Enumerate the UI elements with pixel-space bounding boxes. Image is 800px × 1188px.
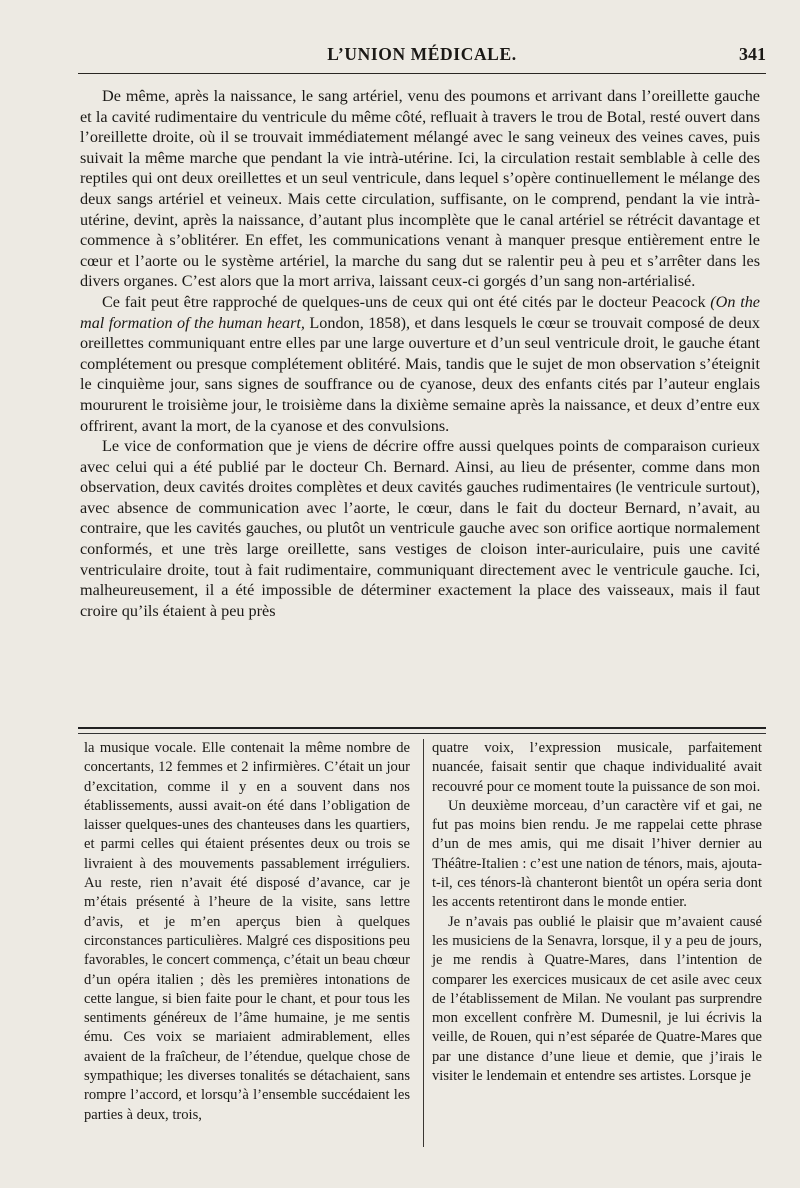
article-paragraph-1: De même, après la naissance, le sang artériel, venu des poumons et arrivant dans l’oreillette gauche et la cavité rudimentaire du ventricule du même côté, refluait à travers le trou de Botal, resté ouvert dans l’oreillette droite, où il se trouvait immédiatement mélangé avec le sang veineux des veines caves, puis suivait la même marche que pendant la vie intrà-utérine. Ici, la circulation restait semblable à celle des reptiles qui ont deux oreillettes et un seul ventricule, dans lequel s’opère continuellement le mélange des deux sangs artériel et veineux. Mais cette circulation, suffisante, on le comprend, pendant la vie intrà-utérine, devint, après la naissance, d’autant plus incomplète que le canal artériel se rétrécit davantage et commence à s’oblitérer. En effet, les communications venant à manquer presque entièrement entre le cœur et l’aorte ou le système artériel, la marche du sang dut se ralentir peu à peu et s’arrêter dans les divers organes. C’est alors que la mort arriva, laissant ceux-ci gorgés d’un sang non-artérialisé. bbox=[80, 87, 760, 291]
article-paragraph-2 bbox=[80, 292, 760, 436]
paragraph-2-text-after: London, 1858), et dans lesquels le cœur se trouvait composé de deux oreillettes communiquant entre elles par une large ouverture et d’un seul ventricule droit, le gauche étant complétement ou presque complétement oblitéré. Mais, tandis que le sujet de mon observation s’éteignit le cinquième jour, sans signes de souffrance ou de cyanose, deux des enfants cités par l’auteur englais moururent le troisième jour, le troisième dans la dixième semaine après la naissance, et deux d’entre eux offrirent, avant la mort, de la cyanose et des convulsions. bbox=[80, 313, 760, 435]
feuilleton-right-column bbox=[432, 739, 762, 1086]
feuilleton-separator bbox=[78, 727, 766, 734]
column-divider bbox=[423, 739, 424, 1147]
header-rule bbox=[78, 73, 766, 74]
feuilleton-left-column bbox=[84, 739, 410, 1125]
feuilleton-right-paragraph-1: quatre voix, l’expression musicale, parfaitement nuancée, faisait sentir que chaque individualité avait recouvré pour ce moment toute la puissance de son moi. bbox=[432, 740, 762, 795]
main-article bbox=[80, 86, 760, 621]
paragraph-2-text-before: Ce fait peut être rapproché de quelques-uns de ceux qui ont été cités par le docteur Peacock bbox=[102, 292, 711, 311]
page-header bbox=[78, 44, 766, 68]
feuilleton-left-paragraph-1: la musique vocale. Elle contenait la même nombre de concertants, 12 femmes et 2 infirmières. C’était un jour d’excitation, comme il y en a souvent dans nos établissements, aussi avait-on été dans l’obligation de laisser quelques-unes des chanteuses dans les quartiers, et parmi celles qui étaient présentes deux ou trois se livraient à des mouvements passablement irréguliers. Au reste, rien n’avait été disposé d’avance, car je m’étais présenté à l’heure de la visite, sans lettre d’avis, et je m’en aperçus bien à quelques circonstances particulières. Malgré ces dispositions peu favorables, le concert commença, c’était un beau chœur d’un opéra italien ; dès les premières intonations de cette langue, si bien faite pour le chant, et pour tous les sentiments généreux de l’âme humaine, je me sentis ému. Ces voix se mariaient admirablement, elles avaient de la fraîcheur, de l’étendue, quelque chose de sympathique; les diverses tonalités se détachaient, sans rompre l’accord, et lorsqu’à l’ensemble succédaient les parties à deux, trois, bbox=[84, 740, 410, 1123]
feuilleton-right-paragraph-3: Je n’avais pas oublié le plaisir que m’avaient causé les musiciens de la Senavra, lorsque, il y a peu de jours, je me rendis à Quatre-Mares, dans l’intention de comparer les exercices musicaux de cet asile avec ceux de l’établissement de Milan. Ne voulant pas surprendre mon excellent confrère M. Dumesnil, je lui écrivis la veille, de Rouen, qui n’est séparée de Quatre-Mares que par une distance d’une lieue et demie, que j’irais le visiter le lendemain et entendre ses artistes. Lorsque je bbox=[432, 913, 762, 1085]
article-paragraph-3: Le vice de conformation que je viens de décrire offre aussi quelques points de comparaison curieux avec celui qui a été publié par le docteur Ch. Bernard. Ainsi, au lieu de présenter, comme dans mon observation, deux cavités droites complètes et deux cavités gauches rudimentaires (le ventricule surtout), avec absence de communication avec l’aorte, le cœur, dans le fait du docteur Bernard, n’avait, au contraire, que les cavités gauches, ou plutôt un ventricule gauche avec son orifice aortique normalement conformés, et une très large oreillette, sans vestiges de cloison inter-auriculaire, puis une cavité ventriculaire droite, tout à fait rudimentaire, communiquant directement avec le ventricule gauche. Ici, malheureusement, il a été impossible de déterminer exactement la place des vaisseaux, mais il faut croire qu’ils étaient à peu près bbox=[80, 437, 760, 620]
running-title: L’UNION MÉDICALE. bbox=[327, 44, 517, 64]
feuilleton-right-paragraph-2: Un deuxième morceau, d’un caractère vif et gai, ne fut pas moins bien rendu. Je me rappelai cette phrase d’un de mes amis, qui me disait l’hiver dernier au Théâtre-Italien : c’est une nation de ténors, mais, ajouta-t-il, ces ténors-là chanteront bientôt un opéra seria dont les accents retentiront dans le monde entier. bbox=[432, 797, 762, 911]
page-number: 341 bbox=[739, 44, 766, 64]
cited-work-title: (On the mal formation of the human heart, bbox=[80, 292, 760, 332]
